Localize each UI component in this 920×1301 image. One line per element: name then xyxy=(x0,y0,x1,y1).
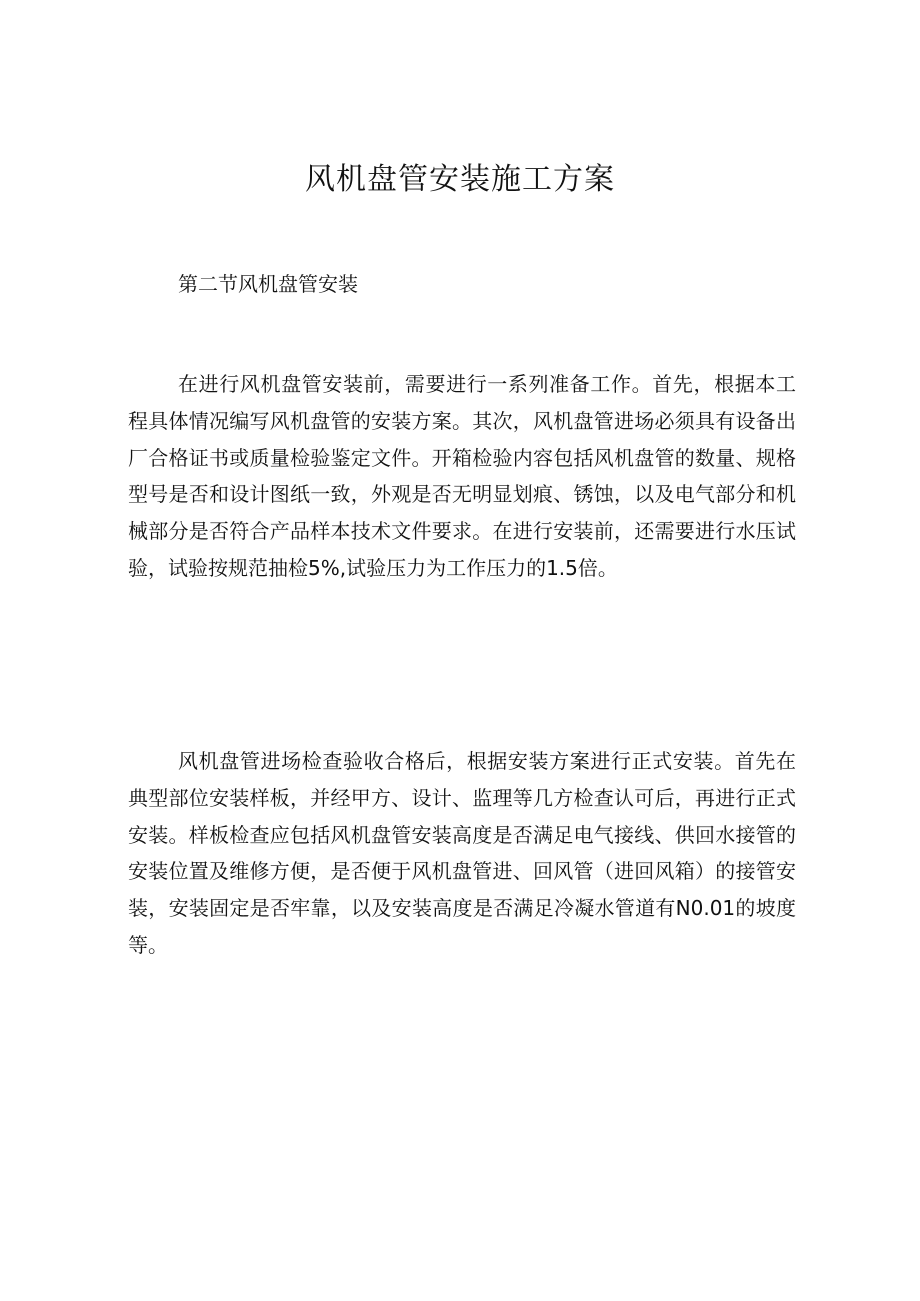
document-title: 风机盘管安装施工方案 xyxy=(305,162,615,197)
body-paragraph-preparation: 在进行风机盘管安装前，需要进行一系列准备工作。首先，根据本工程具体情况编写风机盘管的安装方案。其次，风机盘管进场必须具有设备出厂合格证书或质量检验鉴定文件。开箱检验内容包括风机盘管的数量、规格型号是否和设计图纸一致，外观是否无明显划痕、锈蚀，以及电气部分和机械部分是否符合产品样本技术文件要求。在进行安装前，还需要进行水压试验，试验按规范抽检5%,试验压力为工作压力的1.5倍。 xyxy=(128,372,796,580)
section-heading: 第二节风机盘管安装 xyxy=(178,272,358,296)
body-paragraph-installation: 风机盘管进场检查验收合格后，根据安装方案进行正式安装。首先在典型部位安装样板，并经甲方、设计、监理等几方检查认可后，再进行正式安装。样板检查应包括风机盘管安装高度是否满足电气接线、供回水接管的安装位置及维修方便，是否便于风机盘管进、回风管（进回风箱）的接管安装，安装固定是否牢靠，以及安装高度是否满足冷凝水管道有N0.01的坡度等。 xyxy=(128,749,796,957)
